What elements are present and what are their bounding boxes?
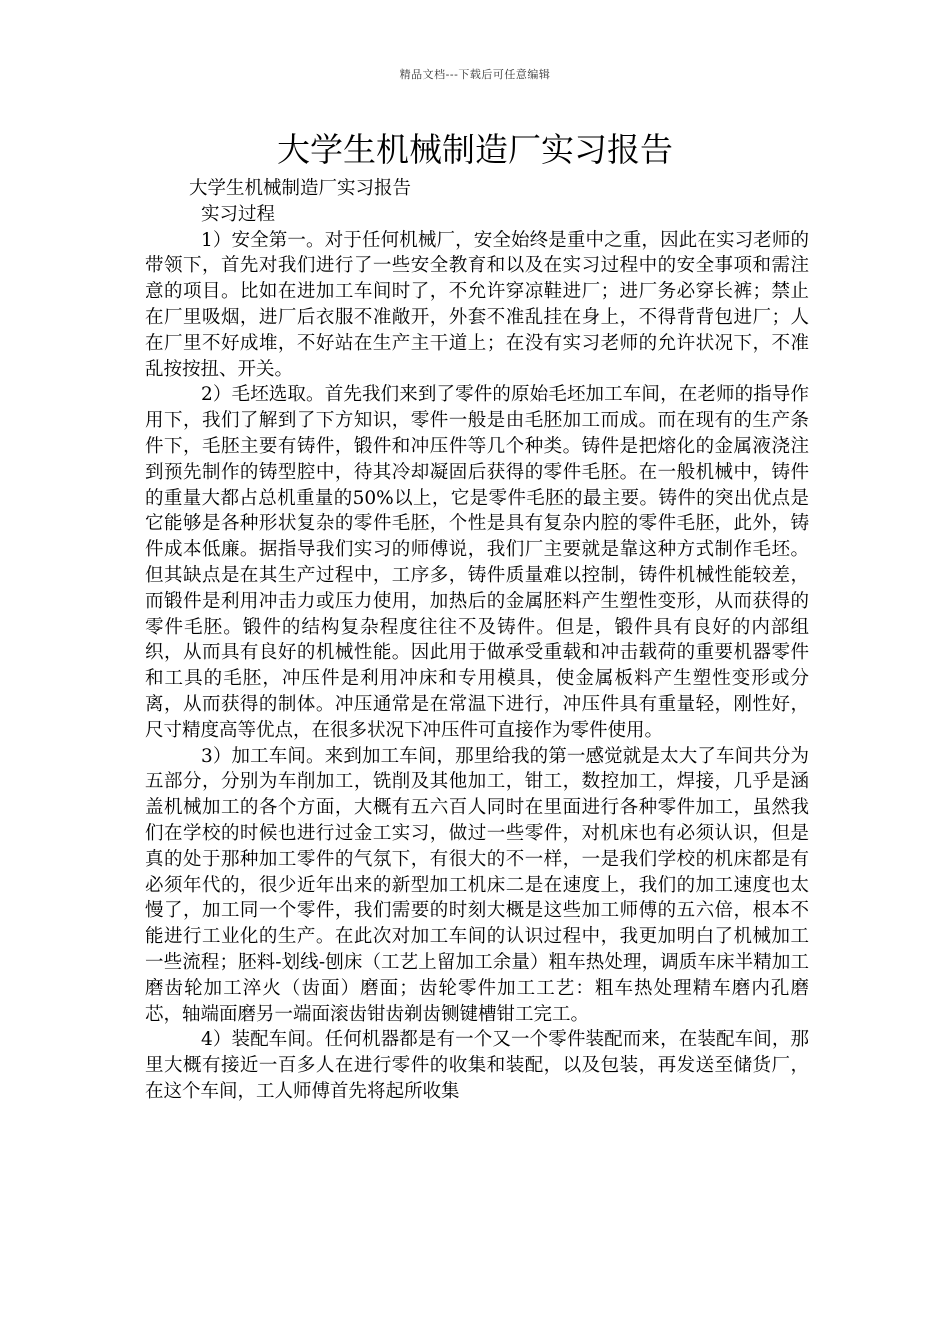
paragraph-blank-selection: 2）毛坯选取。首先我们来到了零件的原始毛坯加工车间，在老师的指导作用下，我们了解到了下方知识，零件一般是由毛胚加工而成。而在现有的生产条件下，毛胚主要有铸件，锻件和冲压件等几个种类。铸件是把熔化的金属液浇注到预先制作的铸型腔中，待其冷却凝固后获得的零件毛胚。在一般机械中，铸件的重量大都占总机重量的50%以上，它是零件毛胚的最主要。铸件的突出优点是它能够是各种形状复杂的零件毛胚，个性是具有复杂内腔的零件毛胚，此外，铸件成本低廉。据指导我们实习的师傅说，我们厂主要就是靠这种方式制作毛坯。但其缺点是在其生产过程中，工序多，铸件质量难以控制，铸件机械性能较差，而锻件是利用冲击力或压力使用，加热后的金属胚料产生塑性变形，从而获得的零件毛胚。锻件的结构复杂程度往往不及铸件。但是，锻件具有良好的内部组织，从而具有良好的机械性能。因此用于做承受重载和冲击载荷的重要机器零件和工具的毛胚，冲压件是利用冲床和专用模具，使金属板料产生塑性变形或分离，从而获得的制体。冲压通常是在常温下进行，冲压件具有重量轻，刚性好，尺寸精度高等优点，在很多状况下冲压件可直接作为零件使用。 — [145, 384, 809, 741]
paragraph-safety: 1）安全第一。对于任何机械厂，安全始终是重中之重，因此在实习老师的带领下，首先对我们进行了一些安全教育和以及在实习过程中的安全事项和需注意的项目。比如在进加工车间时了，不允许穿凉鞋进厂；进厂务必穿长裤；禁止在厂里吸烟，进厂后衣服不准敞开，外套不准乱挂在身上，不得背背包进厂；人在厂里不好成堆，不好站在生产主干道上；在没有实习老师的允许状况下，不准乱按按扭、开关。 — [145, 229, 809, 380]
document-body — [145, 176, 809, 1105]
paragraph-machining-workshop: 3）加工车间。来到加工车间，那里给我的第一感觉就是太大了车间共分为五部分，分别为车削加工，铣削及其他加工，钳工，数控加工，焊接，几乎是涵盖机械加工的各个方面，大概有五六百人同时在里面进行各种零件加工，虽然我们在学校的时候也进行过金工实习，做过一些零件，对机床也有必须认识，但是真的处于那种加工零件的气氛下，有很大的不一样，一是我们学校的机床都是有必须年代的，很少近年出来的新型加工机床二是在速度上，我们的加工速度也太慢了，加工同一个零件，我们需要的时刻大概是这些加工师傅的五六倍，根本不能进行工业化的生产。在此次对加工车间的认识过程中，我更加明白了机械加工一些流程；胚料-划线-刨床（工艺上留加工余量）粗车热处理，调质车床半精加工磨齿轮加工淬火（齿面）磨面；齿轮零件加工工艺：粗车热处理精车磨内孔磨芯，轴端面磨另一端面滚齿钳齿剃齿铡键槽钳工完工。 — [145, 745, 809, 1025]
document-title: 大学生机械制造厂实习报告 — [277, 130, 673, 169]
header-note: 精品文档---下载后可任意编辑 — [399, 68, 551, 81]
paragraph-assembly-workshop: 4）装配车间。任何机器都是有一个又一个零件装配而来，在装配车间，那里大概有接近一百多人在进行零件的收集和装配，以及包装，再发送至储货厂，在这个车间，工人师傅首先将起所收集 — [145, 1029, 809, 1102]
document-subtitle: 大学生机械制造厂实习报告 — [189, 178, 412, 199]
section-heading: 实习过程 — [201, 203, 276, 225]
